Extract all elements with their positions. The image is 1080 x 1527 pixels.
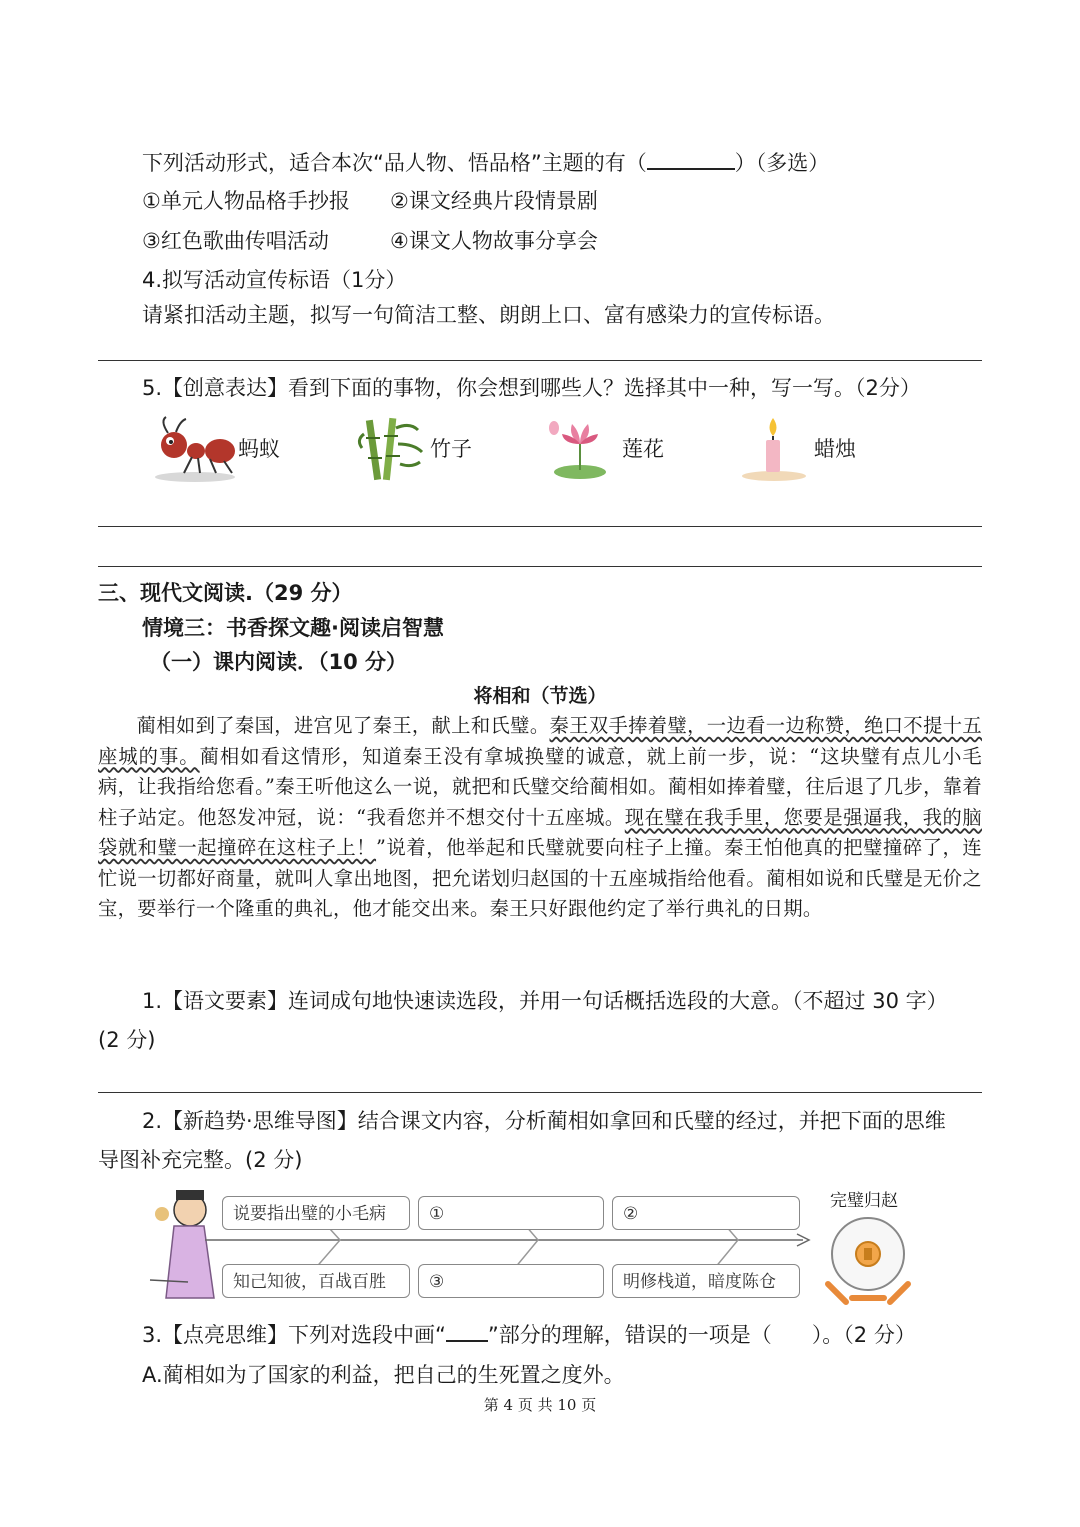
q4-title: 4.拟写活动宣传标语（1分）: [142, 268, 407, 292]
ant-label: 蚂蚁: [238, 437, 280, 461]
reading-q1-score: (2 分): [98, 1028, 156, 1052]
mindmap-box-top-1: 说要指出璧的小毛病: [222, 1196, 410, 1230]
reading-q1: 1.【语文要素】连词成句地快速读选段，并用一句话概括选段的大意。（不超过 30 字）: [142, 989, 948, 1013]
bamboo-label: 竹子: [430, 437, 472, 461]
passage-segment: 蔺相如看这情形，知道秦王没有拿城换璧的诚意，就上前一步，说：“这块璧有点儿小毛病，让我指给您看。”秦王听他这么一说，就把和氏璧交给蔺相如。蔺相如捧着璧，往后退了几步，靠着柱子站定。他怒发冲冠，说：“我看您并不想交付十五座城。: [98, 744, 982, 829]
reading-q3: [142, 1320, 916, 1350]
mindmap-box-bottom-1: 知己知彼，百战百胜: [222, 1264, 410, 1298]
passage-underlined-1: 秦王双手捧着璧，一边看一边称赞，绝口不提十五座城的事。: [98, 714, 982, 768]
q3-option-3: ③红色歌曲传唱活动: [142, 229, 329, 253]
lotus-label: 莲花: [622, 437, 664, 461]
q3-tail: ）（多选）: [734, 151, 830, 175]
jade-disc-icon: [822, 1210, 922, 1310]
q3-option-2: ②课文经典片段情景剧: [390, 189, 598, 213]
section-title: 三、现代文阅读.（29 分）: [98, 581, 353, 605]
mindmap-box-bottom-2[interactable]: ③: [418, 1264, 604, 1298]
reading-q3-text: ”部分的理解，错误的一项是（: [487, 1323, 772, 1347]
page-footer: 第 4 页 共 10 页: [483, 1396, 597, 1414]
mindmap-box-top-3[interactable]: ②: [612, 1196, 800, 1230]
mindmap-box-top-2[interactable]: ①: [418, 1196, 604, 1230]
reading-q2-line1: 2.【新趋势·思维导图】结合课文内容，分析蔺相如拿回和氏璧的经过，并把下面的思维: [142, 1109, 946, 1133]
passage-segment: ”说着，他举起和氏璧就要向柱子上撞。秦王怕他真的把璧撞碎了，连忙说一切都好商量，就叫人拿出地图，把允诺划归赵国的十五座城指给他看。蔺相如说和氏璧是无价之宝，要举行一个隆重的典礼，他才能交出来。秦王只好跟他约定了举行典礼的日期。: [98, 836, 983, 920]
ant-icon: [150, 415, 240, 483]
passage-segment: 蔺相如到了秦国，进宫见了秦王，献上和氏璧。: [136, 714, 550, 737]
reading-q3-score: ）。（2 分）: [811, 1323, 916, 1347]
q3-option-4: ④课文人物故事分享会: [390, 229, 598, 253]
q4-text: 请紧扣活动主题，拟写一句简洁工整、朗朗上口、富有感染力的宣传标语。: [142, 303, 835, 327]
mindmap-box-bottom-3: 明修栈道，暗度陈仓: [612, 1264, 800, 1298]
subsection-title: （一）课内阅读．（10 分）: [150, 650, 408, 674]
candle-label: 蜡烛: [814, 437, 856, 461]
q3-prompt-text: 下列活动形式，适合本次“品人物、悟品格”主题的有（: [142, 151, 647, 175]
bamboo-icon: [356, 414, 428, 482]
passage-text: [98, 711, 982, 925]
passage-title: 将相和（节选）: [473, 685, 607, 707]
answer-blank[interactable]: [647, 146, 735, 170]
passage-underlined-2: 现在璧在我手里，您要是强逼我，我的脑袋就和璧一起撞碎在这柱子上！: [98, 805, 982, 859]
mindmap-result-label: 完璧归赵: [830, 1191, 898, 1211]
q3-option-1: ①单元人物品格手抄报: [142, 189, 350, 213]
reading-q3-text: 3.【点亮思维】下列对选段中画“: [142, 1323, 446, 1347]
underline-mark: [446, 1320, 488, 1342]
reading-q3-option-a: A.蔺相如为了国家的利益，把自己的生死置之度外。: [142, 1363, 625, 1387]
reading-q2-line2: 导图补充完整。(2 分): [98, 1148, 303, 1172]
answer-line[interactable]: [98, 360, 982, 361]
q5-text: 5.【创意表达】看到下面的事物，你会想到哪些人？选择其中一种，写一写。（2分）: [142, 376, 921, 400]
scenario-title: 情境三：书香探文趣·阅读启智慧: [142, 616, 444, 640]
answer-line[interactable]: [98, 1092, 982, 1093]
lotus-icon: [544, 414, 616, 482]
q3-prompt: [142, 146, 829, 178]
answer-line[interactable]: [98, 526, 982, 527]
answer-line[interactable]: [98, 566, 982, 567]
candle-icon: [738, 414, 808, 482]
